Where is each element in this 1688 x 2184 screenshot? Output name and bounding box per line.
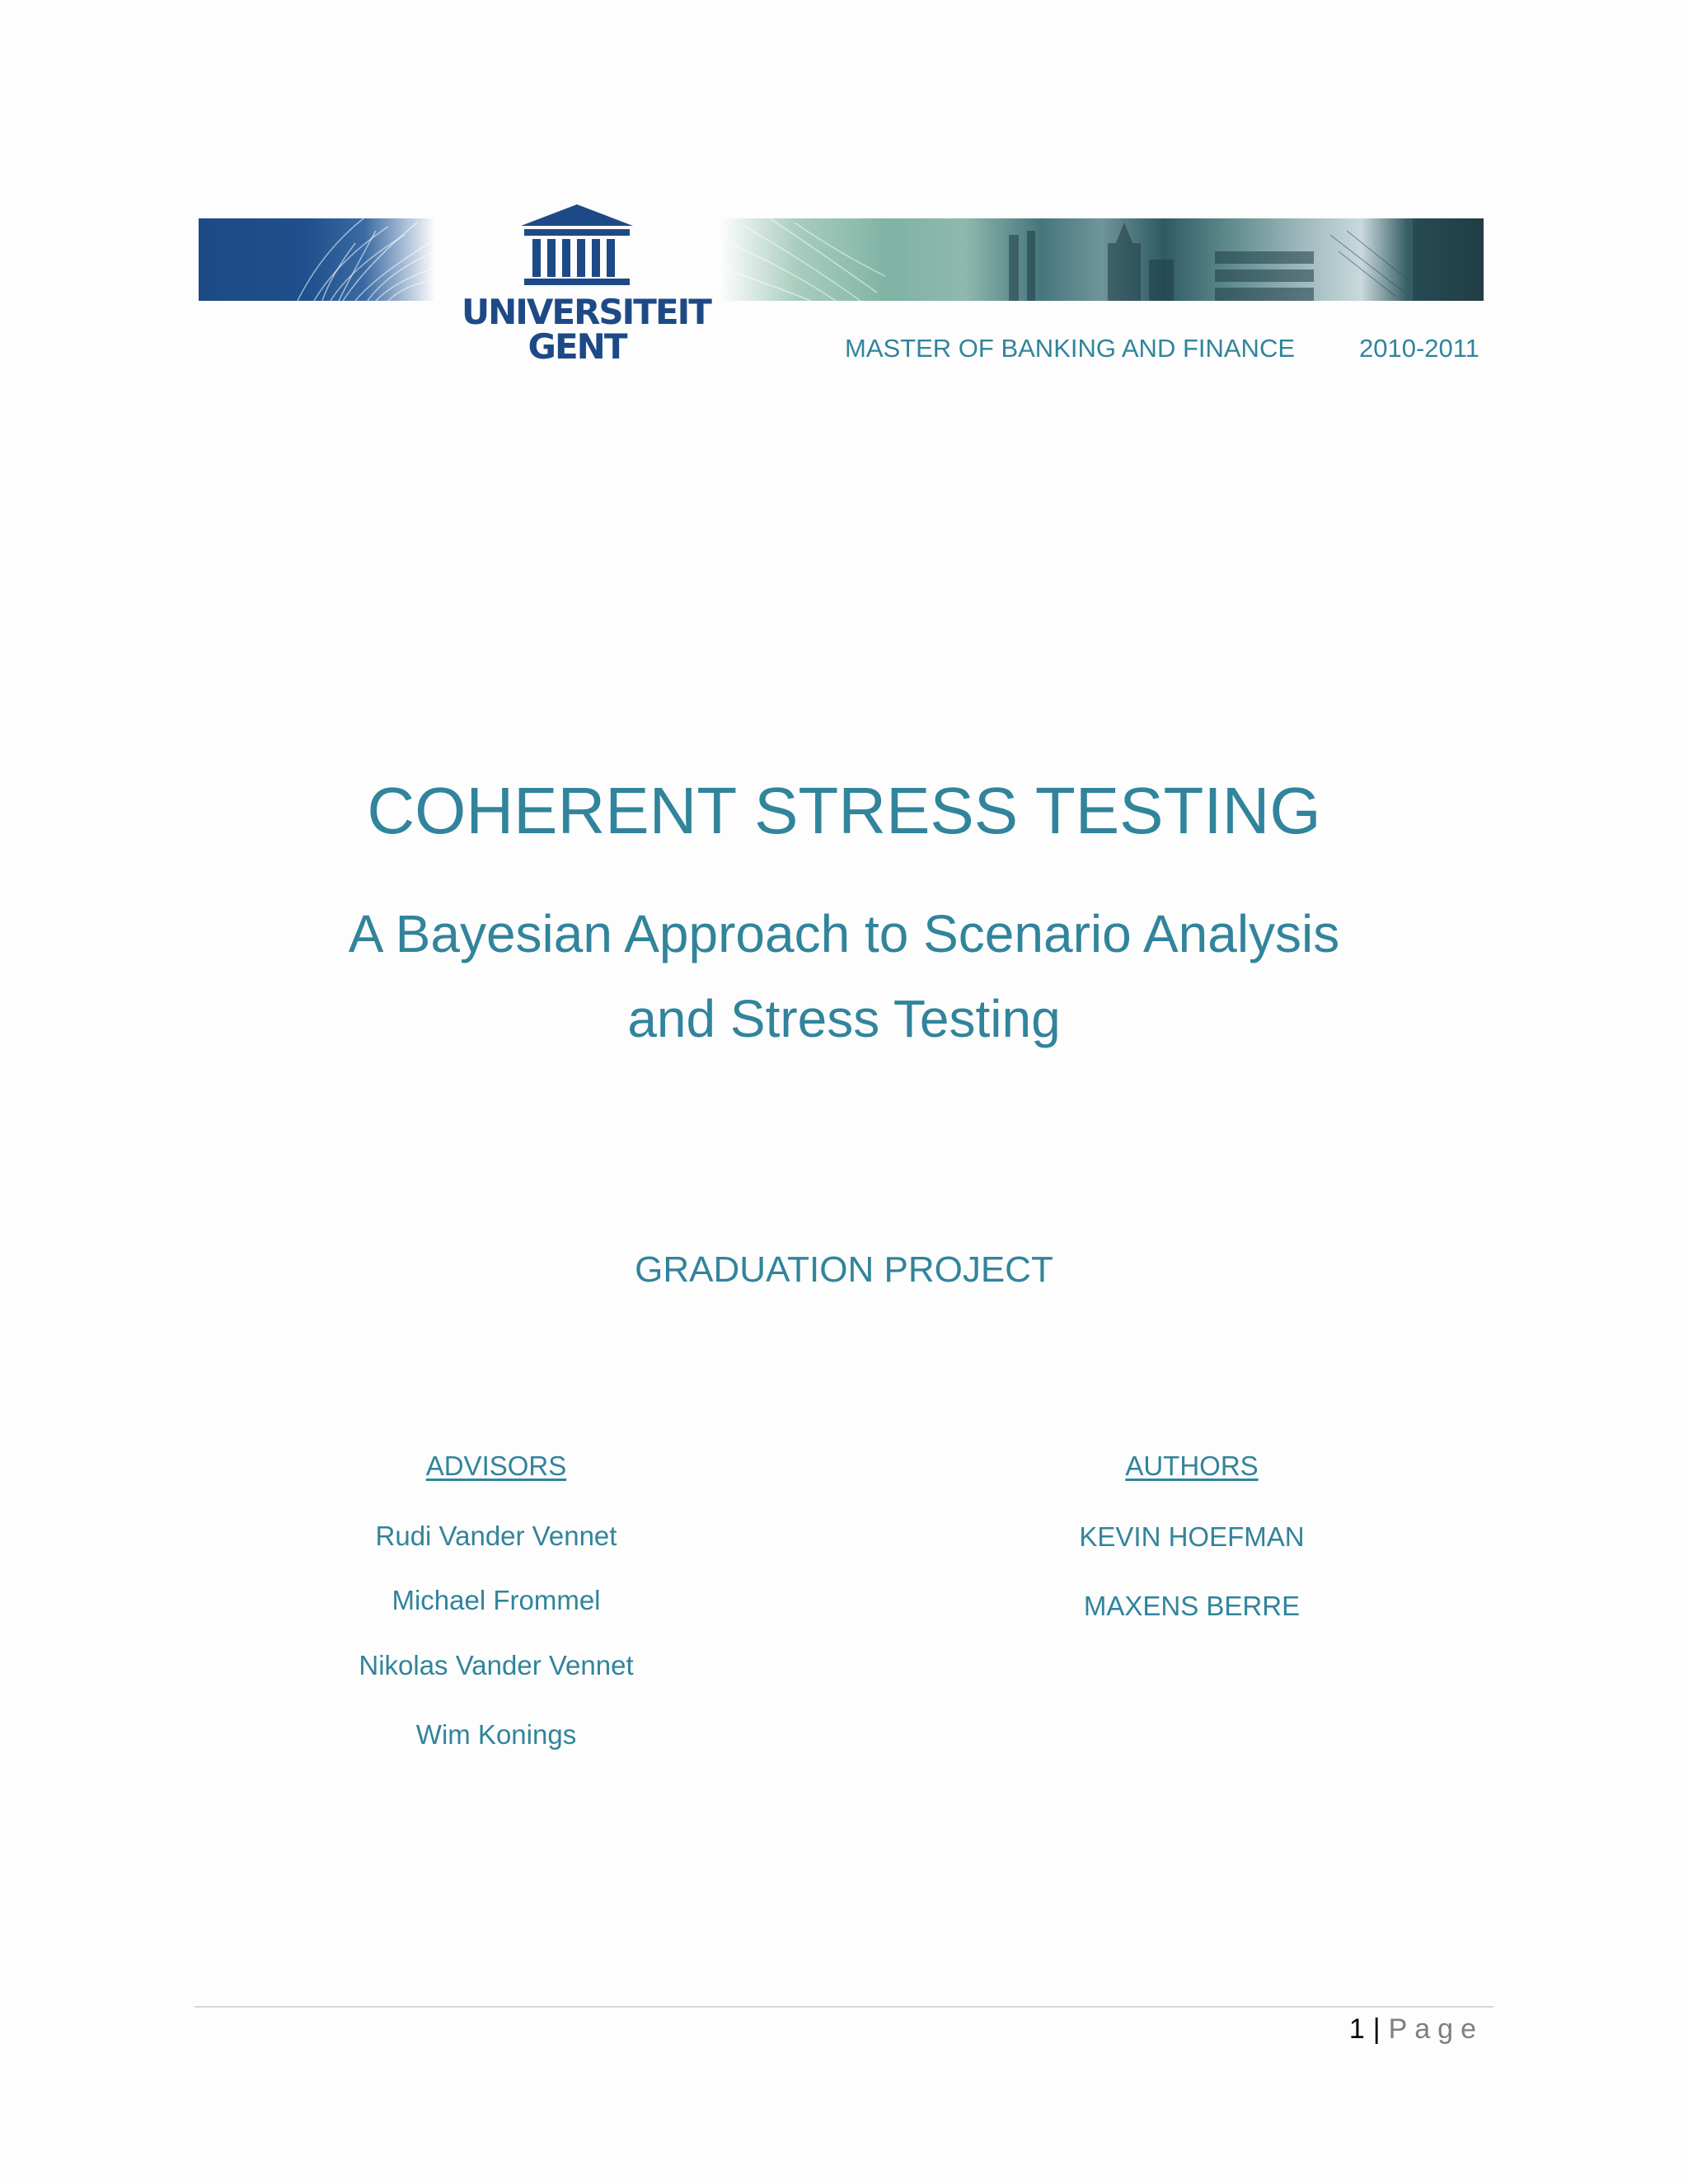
advisor-name: Wim Konings — [415, 1719, 577, 1750]
authors-heading: AUTHORS — [1125, 1451, 1259, 1481]
advisor-name: Rudi Vander Vennet — [375, 1521, 617, 1551]
page-label: Page — [1388, 2013, 1484, 2045]
author-name: KEVIN HOEFMAN — [1079, 1521, 1305, 1552]
logo-text-line1: UNIVERSITEIT — [462, 292, 710, 332]
photo-strip-decoration — [720, 218, 1484, 301]
project-type: GRADUATION PROJECT — [635, 1249, 1053, 1290]
author-name: MAXENS BERRE — [1083, 1591, 1301, 1621]
academic-year: 2010-2011 — [1359, 334, 1479, 363]
advisor-name: Michael Frommel — [392, 1585, 601, 1615]
temple-icon — [521, 204, 633, 288]
grass-decoration — [199, 218, 435, 301]
advisor-name: Nikolas Vander Vennet — [359, 1650, 634, 1680]
footer-separator: | — [1372, 2013, 1381, 2045]
advisors-heading: ADVISORS — [425, 1451, 567, 1481]
subtitle-line1: A Bayesian Approach to Scenario Analysis — [348, 904, 1340, 963]
subtitle-line2: and Stress Testing — [627, 989, 1061, 1048]
document-title: COHERENT STRESS TESTING — [367, 774, 1321, 847]
header-banner-right — [720, 218, 1484, 301]
university-logo — [462, 204, 710, 369]
page-number-footer — [1349, 2013, 1484, 2046]
header-banner-left — [199, 218, 435, 301]
program-name: MASTER OF BANKING AND FINANCE — [845, 334, 1296, 363]
logo-text-line2: GENT — [528, 326, 626, 367]
page-number: 1 — [1348, 2013, 1365, 2045]
footer-divider — [195, 2006, 1493, 2008]
